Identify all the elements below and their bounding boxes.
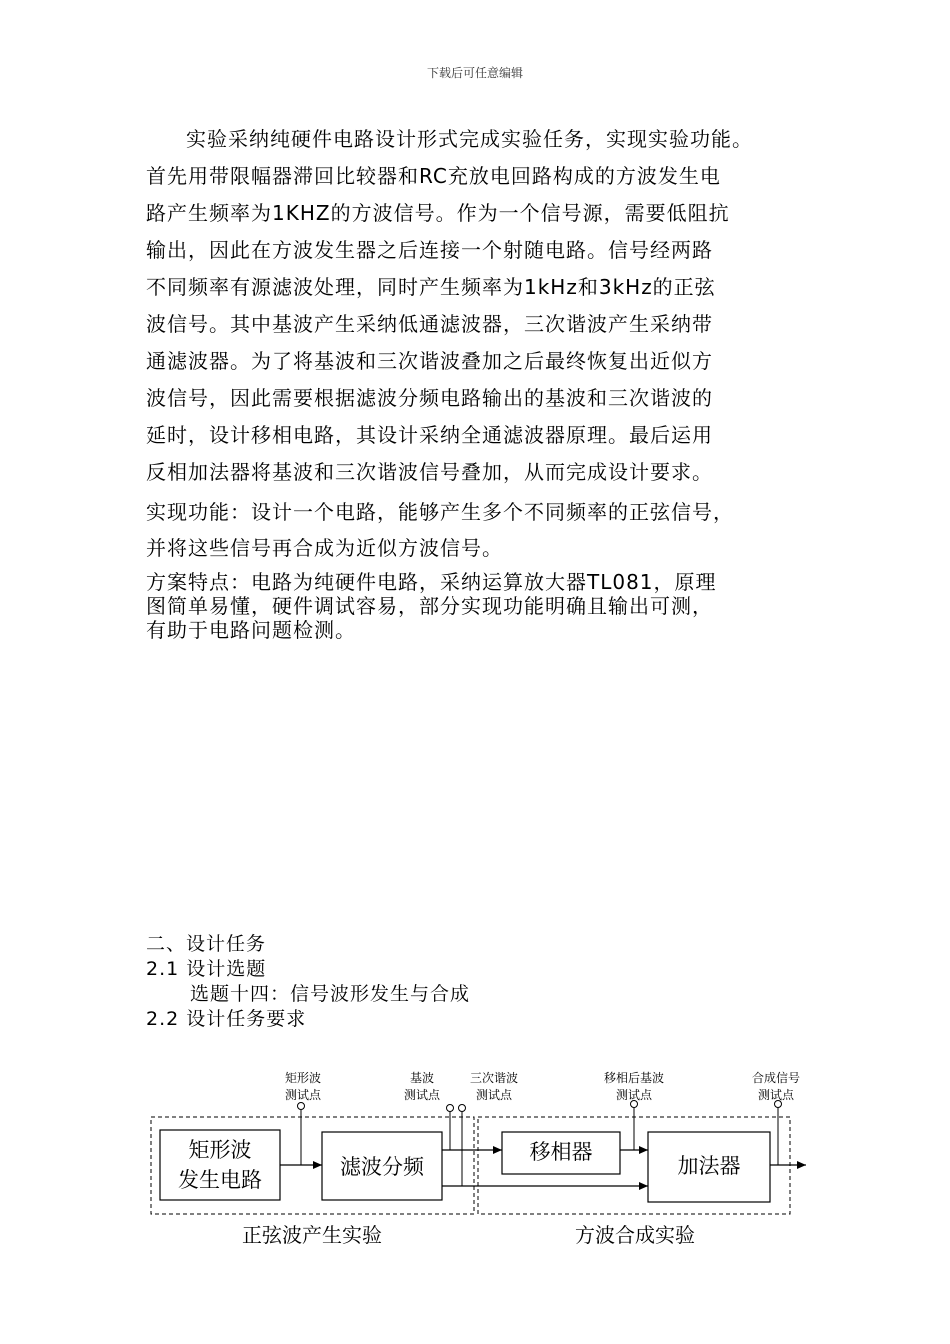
third-test-label: 三次谐波: [469, 1071, 519, 1085]
page-header: 下载后可任意编辑: [426, 66, 523, 80]
generator-label: 矩形波: [188, 1138, 252, 1162]
section-heading: 二、设计任务: [146, 933, 267, 955]
features-paragraph: [146, 570, 816, 642]
output-test-label: 测试点: [757, 1088, 795, 1102]
shifted-test-label: 移相后基波: [603, 1071, 665, 1085]
intro-line: 输出，因此在方波发生器之后连接一个射随电路。信号经两路: [146, 238, 713, 262]
function-line: 并将这些信号再合成为近似方波信号。: [146, 536, 503, 560]
intro-line: 实验采纳纯硬件电路设计形式完成实验任务，实现实验功能。: [186, 127, 753, 151]
rect-test-label: 矩形波: [284, 1071, 322, 1085]
generator-label: 发生电路: [178, 1168, 262, 1192]
intro-line: 反相加法器将基波和三次谐波信号叠加，从而完成设计要求。: [146, 460, 713, 484]
intro-line: 波信号，因此需要根据滤波分频电路输出的基波和三次谐波的: [146, 386, 713, 410]
output-test-label: 合成信号: [751, 1071, 801, 1085]
intro-line: 首先用带限幅器滞回比较器和RC充放电回路构成的方波发生电: [146, 164, 721, 188]
left-group-caption: 正弦波产生实验: [242, 1223, 382, 1247]
shifted-test-label: 测试点: [615, 1088, 653, 1102]
fund-probe-dot: [447, 1105, 454, 1112]
intro-line: 延时，设计移相电路，其设计采纳全通滤波器原理。最后运用: [146, 423, 713, 447]
phase-shifter-label: 移相器: [529, 1140, 593, 1164]
rect-probe-dot: [298, 1103, 305, 1110]
intro-line: 波信号。其中基波产生采纳低通滤波器，三次谐波产生采纳带: [146, 312, 713, 336]
fund-test-label: 测试点: [403, 1088, 441, 1102]
filter-label: 滤波分频: [340, 1155, 424, 1179]
third-test-label: 测试点: [475, 1088, 513, 1102]
intro-line: 通滤波器。为了将基波和三次谐波叠加之后最终恢复出近似方: [146, 349, 713, 373]
subsection-heading: 2.2 设计任务要求: [146, 1008, 307, 1030]
function-line: 实现功能：设计一个电路，能够产生多个不同频率的正弦信号，: [146, 500, 734, 524]
fund-test-label: 基波: [409, 1071, 435, 1085]
right-group-caption: 方波合成实验: [575, 1223, 695, 1247]
block-diagram: [140, 1060, 820, 1260]
function-paragraph: [146, 494, 816, 566]
intro-line: 不同频率有源滤波处理，同时产生频率为1kHz和3kHz的正弦: [146, 275, 716, 299]
features-line: 图简单易懂，硬件调试容易，部分实现功能明确且输出可测，: [146, 594, 713, 618]
intro-line: 路产生频率为1KHZ的方波信号。作为一个信号源，需要低阻抗: [146, 201, 730, 225]
rect-test-label: 测试点: [284, 1088, 322, 1102]
adder-label: 加法器: [677, 1154, 741, 1178]
intro-paragraph: [146, 121, 816, 491]
features-line: 有助于电路问题检测。: [146, 618, 356, 642]
subsection-heading: 2.1 设计选题: [146, 958, 267, 980]
features-line: 方案特点：电路为纯硬件电路，采纳运算放大器TL081，原理: [146, 570, 717, 594]
third-probe-dot: [459, 1105, 466, 1112]
topic-line: 选题十四：信号波形发生与合成: [190, 983, 471, 1005]
